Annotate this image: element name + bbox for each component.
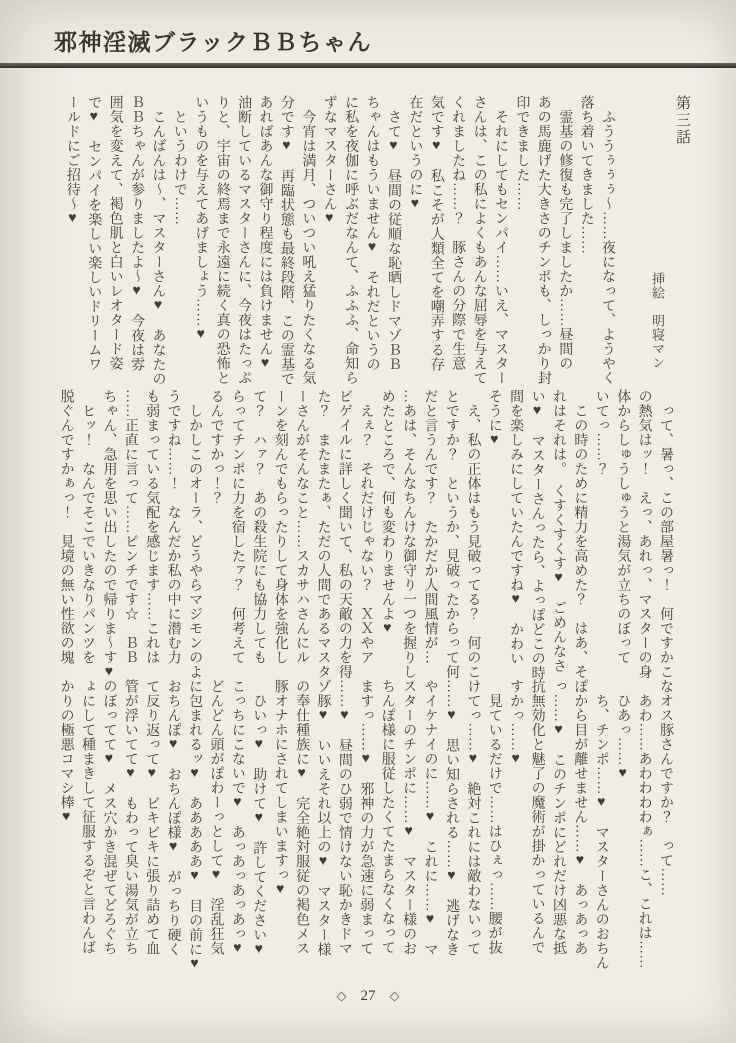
- text-column: えぇ？ それだけじゃない？ ＸＸやア: [358, 389, 374, 665]
- text-column: 在だというのに♥: [407, 95, 423, 212]
- text-column: しかしこのオーラ、どうやらマジモンのよ: [187, 389, 203, 679]
- illustrator-credit: 挿絵 明寝マン: [650, 272, 665, 370]
- text-column: さんは、この私によくもあんな屈辱を与えて: [471, 95, 487, 385]
- text-column: 見ているだけで……はひぇっ……腰が抜: [486, 679, 502, 955]
- text-column: かりの極悪コマシ棒♥: [58, 679, 74, 825]
- text-column: ちゃん、急用を思い出したので帰りま～す♥: [101, 389, 117, 680]
- text-column: スターのチンポに……♥ マスター様のお: [401, 679, 417, 956]
- text-column: ひあっ……♥: [615, 679, 631, 782]
- text-column: あの馬鹿げた大きさのチンポも、しっかり封: [535, 95, 551, 385]
- text-column: に包まれるッ♥ あああああ♥ 目の前に♥: [187, 679, 203, 972]
- text-block-bottom: [55, 679, 676, 997]
- text-column: ……♥ 昼間のひ弱で情けない恥かきドマ: [336, 679, 352, 956]
- text-column: 落ち着いてきました……: [578, 95, 594, 255]
- text-column: いてっ……？: [593, 389, 609, 476]
- text-column: っ……♥ このチンポにどれだけ凶悪な抵: [550, 679, 566, 956]
- text-column: 間を楽しみにしていたんですね♥ かわい: [508, 389, 524, 666]
- text-column: のぼってて♥ メス穴かき混ぜてどろぐち: [101, 679, 117, 956]
- text-column: 分です♥ 再臨状態も最終段階、この霊基で: [278, 95, 294, 386]
- text-column: ますっ……♥ 邪神の力が急速に弱まって: [358, 679, 374, 956]
- text-column: で♥ センパイを楽しい楽しいドリームワ: [86, 95, 102, 372]
- text-column: ひいっ♥ 助けて♥ 許してください♥: [251, 679, 267, 958]
- text-column: ゾ豚♥ いいえそれ以上の♥ マスター様: [315, 679, 331, 957]
- text-column: 油断しているマスターさんに、今夜はたっぷ: [236, 95, 252, 385]
- text-column: 管が浮いてて♥ もわって臭い湯気が立ち: [122, 679, 138, 956]
- text-column: あればあんな御守り程度には負けません♥: [257, 95, 273, 372]
- text-column: 体からしゅうしゅうと湯気が立ちのぼって: [615, 389, 631, 665]
- page-footer: [0, 988, 736, 1005]
- text-column: けてっ……♥ 絶対これには敵わないって: [465, 679, 481, 956]
- text-column: た？ またまたぁ、ただの人間であるマスタ: [315, 389, 331, 679]
- text-column: やイケナイのに……♥ これに……♥ マ: [422, 679, 438, 957]
- text-column: くれましたね……？ 豚さんの分際で生意: [450, 95, 466, 371]
- footer-ornament-left: ◇: [336, 988, 347, 1003]
- text-column: どんどん頭がぽわーっとして♥ 淫乱狂気: [208, 679, 224, 956]
- text-column: すかっ……♥: [508, 679, 524, 767]
- text-column: ちんぽ様に服従したくてたまらなくなって: [379, 679, 395, 955]
- text-column: いうものを与えてあげましょう……♥: [193, 95, 209, 343]
- footer-ornament-right: ◇: [389, 988, 400, 1003]
- text-column: も弱まっている気配を感じます……これは: [144, 389, 160, 665]
- text-column: この時のために精力を高めた？ はあ、そ: [572, 389, 588, 679]
- text-column: あわ……あわわわわぁ……こ、これは……: [636, 679, 652, 969]
- text-column: ールドにご招待～♥: [64, 95, 80, 227]
- text-column: 霊基の修復も完了しましたか……昼間の: [557, 95, 573, 371]
- text-column: なオス豚さんですか？ って……: [658, 679, 673, 897]
- text-column: ち、チンポ……♥ マスターさんのおちん: [593, 679, 609, 970]
- text-column: れはそれは。 くすくすくす♥ ごめんなさ: [550, 389, 566, 673]
- text-column: だと言うんです？ たかだか人間風情が…: [422, 389, 438, 665]
- text-column: ……♥ 思い知らされる……♥ 逃げなき: [443, 679, 459, 957]
- text-column: 印できました……: [514, 95, 530, 211]
- text-column: さて♥ 昼間の従順な恥晒しドマゾＢＢ: [385, 95, 401, 372]
- text-column: 豚オナホにされてしまいますっ♥: [272, 679, 288, 898]
- text-column: らってチンポに力を宿したァ？ 何考えて: [229, 389, 245, 665]
- text-column: て反り返って♥ ビキビキに張り詰めて血: [144, 679, 160, 956]
- text-column: というわけで……: [171, 95, 187, 226]
- text-column: りと、宇宙の終焉まで永遠に続く真の恐怖と: [214, 95, 230, 385]
- text-column: の熱気はッ！ えっ、あれっ、マスターの身: [636, 389, 652, 679]
- text-column: 気です♥ 私こそが人類全てを嘲弄する存: [428, 95, 444, 372]
- text-column: の奉仕種族に♥ 完全絶対服従の褐色メス: [294, 679, 310, 956]
- text-column: ーさんがそんなこと……スカサハさんにル: [294, 389, 310, 665]
- text-column: ヒッ！ なんでそこでいきなりパンツを: [80, 389, 96, 665]
- page-title: 邪神淫滅ブラックＢＢちゃん: [54, 30, 373, 55]
- text-column: めたところで、何も変わりませんよ♥: [379, 389, 395, 637]
- text-column: 今宵は満月、ついつい吼え猛りたくなる気: [300, 95, 316, 385]
- text-column: ずなマスターさん♥: [321, 95, 337, 227]
- text-column: こっちにこないで♥ あっあっあっあっ♥: [229, 679, 245, 957]
- text-column: ふううぅぅぅ～……夜になって、ようやく: [600, 95, 615, 385]
- text-column: それにしてもセンパイ……いえ、マスター: [492, 95, 508, 385]
- text-column: ビゲイルに詳しく聞いて、私の天敵の力を得: [336, 389, 352, 679]
- text-column: そうに♥: [486, 389, 502, 448]
- text-column: 脱ぐんですかぁっ！ 見境の無い性欲の塊: [58, 389, 74, 665]
- text-column: 抗無効化と魅了の魔術が掛かっているんで: [529, 679, 545, 955]
- text-column: え、私の正体はもう見破ってる？ 何のこ: [465, 389, 481, 679]
- text-column: て？ ハァ？ あの殺生院にも協力しても: [251, 389, 267, 665]
- text-column: ょにして種まきして征服するぞと言わんば: [80, 679, 96, 955]
- text-column: い♥ マスターさんったら、よっぽどこの時: [529, 389, 545, 680]
- text-column: に私を夜伽に呼ぶだなんて、ふふふ、命知ら: [343, 95, 359, 385]
- text-column: こんばんは～、マスターさん♥ あなたの: [150, 95, 166, 386]
- text-column: …あは、そんなちんけな御守り一つを握りし: [401, 389, 417, 679]
- chapter-heading: 第三話: [674, 95, 690, 146]
- text-column: とですか？ というか、見破ったからって何: [443, 389, 459, 679]
- text-block-middle: [55, 389, 676, 697]
- text-column: ＢＢちゃんが参りましたよ～♥ 今夜は雰: [129, 95, 145, 372]
- text-column: 囲気を変えて、褐色肌と白いレオタード姿: [107, 95, 123, 371]
- text-block-top: [61, 95, 618, 403]
- text-column: ……正直に言って……ピンチです☆ ＢＢ: [122, 389, 138, 665]
- text-column: うですね……！ なんだか私の中に潜む力: [165, 389, 181, 665]
- text-column: ーンを刻んでもらったりして身体を強化し: [272, 389, 288, 665]
- text-column: おちんぽ♥ おちんぽ様♥ がっちり硬く: [165, 679, 181, 957]
- text-column: ちゃんはもういません♥ それだというの: [364, 95, 380, 372]
- text-column: ぽから目が離せません……♥ あっあっあ: [572, 679, 588, 956]
- text-column: って、暑っ、この部屋暑っ！ 何ですかこ: [658, 389, 673, 679]
- text-column: るんですかっ！？: [208, 389, 224, 505]
- title-divider-rule: [0, 63, 736, 68]
- page-number: 27: [360, 988, 376, 1004]
